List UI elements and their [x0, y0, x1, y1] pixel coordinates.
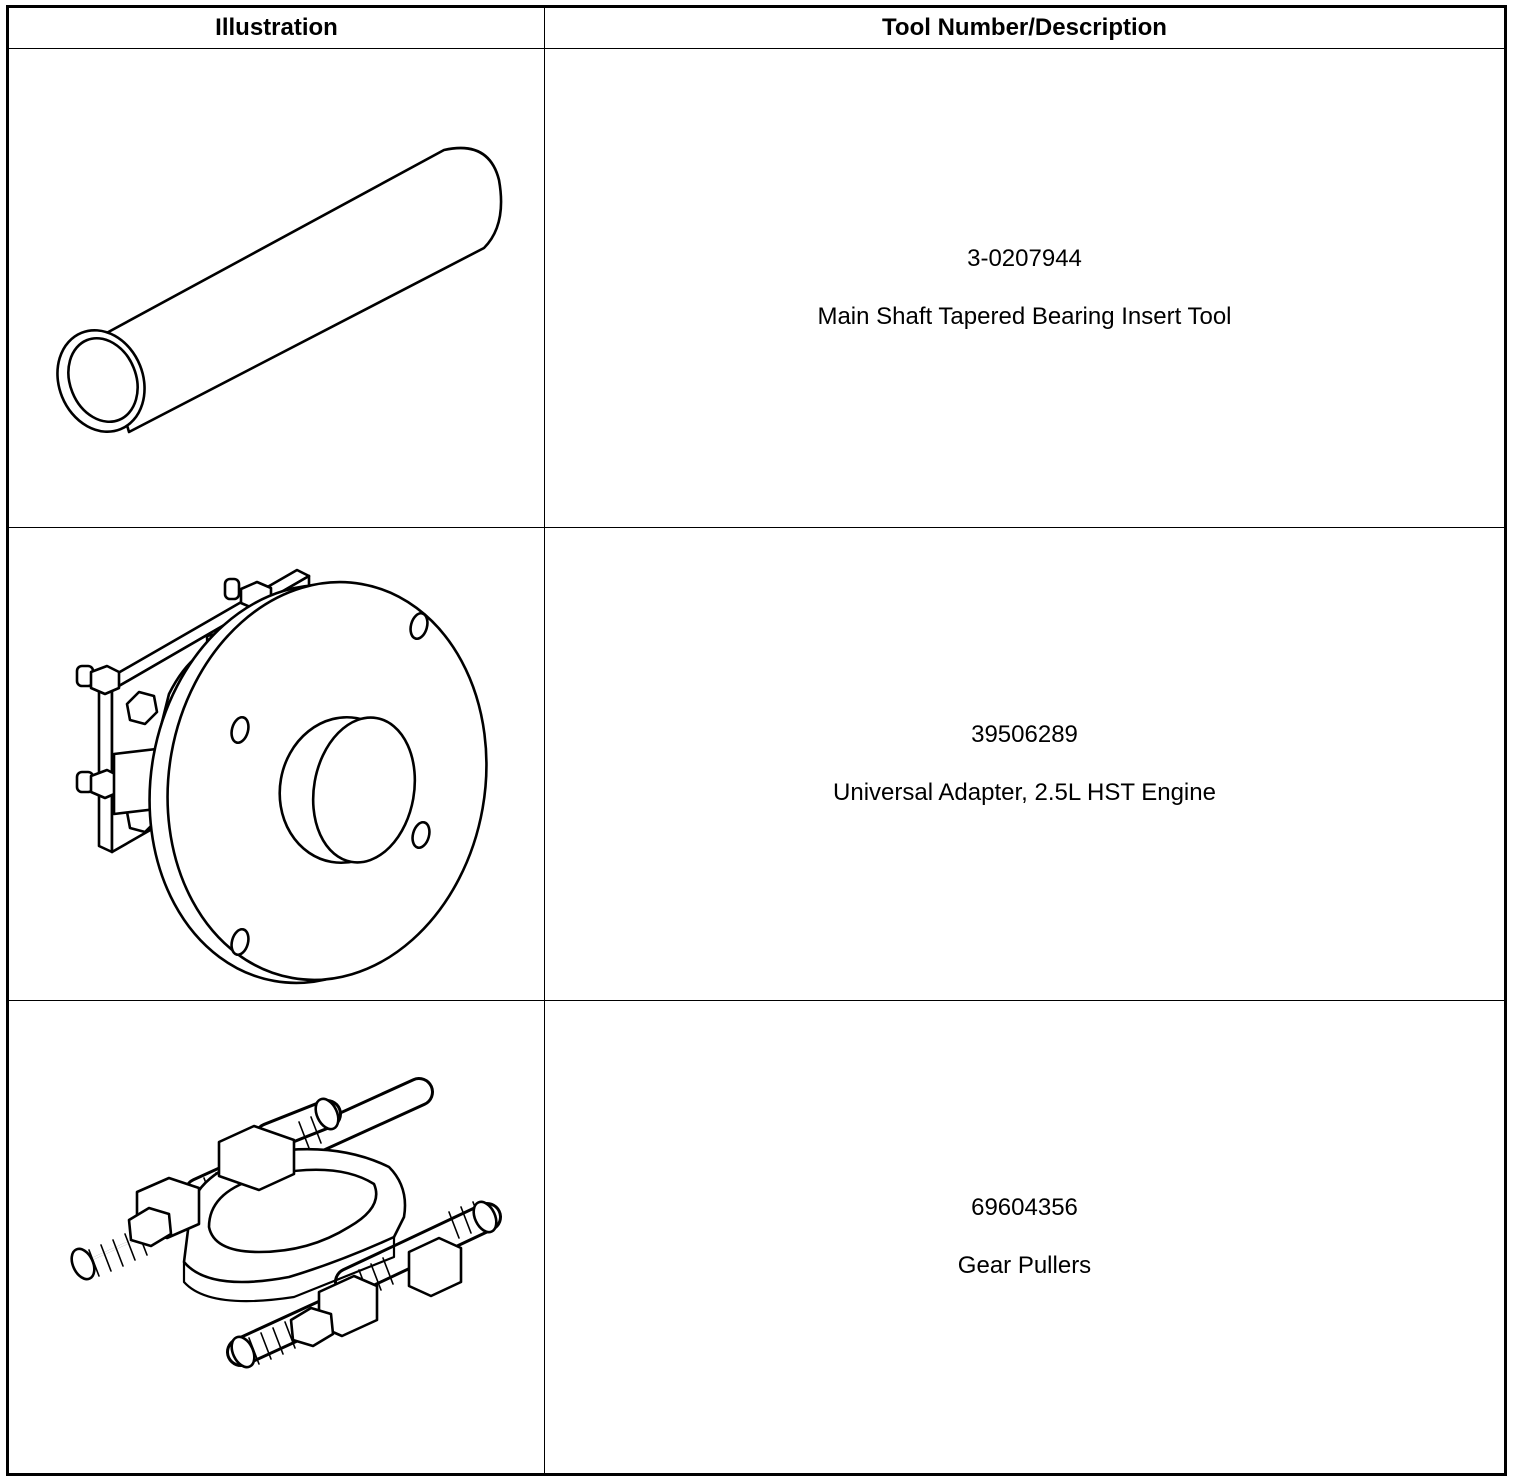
table-header-row	[8, 7, 1506, 49]
tool-number: 69604356	[971, 1193, 1078, 1221]
table-row	[8, 1000, 1506, 1474]
special-tools-table	[6, 5, 1507, 1476]
illustration-cell	[8, 528, 545, 1001]
tool-description: Gear Pullers	[957, 1251, 1092, 1279]
tool-description: Main Shaft Tapered Bearing Insert Tool	[817, 303, 1232, 330]
flange-adapter-illustration	[9, 529, 544, 999]
tool-description: Universal Adapter, 2.5L HST Engine	[833, 778, 1216, 806]
tool-description-cell	[545, 49, 1506, 528]
illustration-cell	[8, 49, 545, 528]
tube-tool-illustration	[9, 50, 544, 526]
table-row	[8, 528, 1506, 1001]
header-illustration: Illustration	[8, 7, 545, 49]
tool-description-cell	[545, 1000, 1506, 1474]
illustration-cell	[8, 1000, 545, 1474]
table-row	[8, 49, 1506, 528]
tool-number: 3-0207944	[967, 245, 1082, 272]
header-tool-number-description: Tool Number/Description	[545, 7, 1506, 49]
tool-number: 39506289	[971, 720, 1078, 748]
bearing-separator-illustration	[9, 1002, 544, 1472]
tool-description-cell	[545, 528, 1506, 1001]
